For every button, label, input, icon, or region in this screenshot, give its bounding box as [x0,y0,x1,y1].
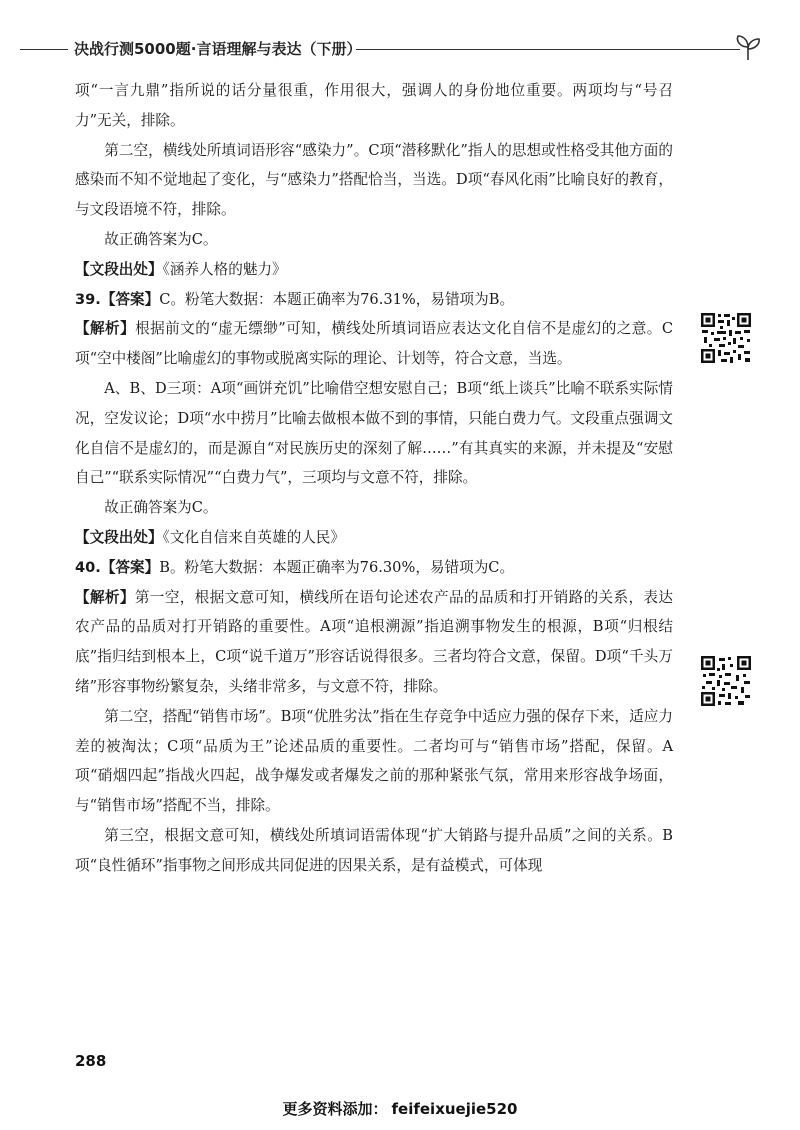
answer-explanations [75,76,673,881]
running-header [0,30,800,66]
leaf-sprout-icon [728,34,768,62]
paragraph-answer-q38: 故正确答案为C。 [104,230,218,248]
paragraph-source-q39: 【文段出处】《文化自信来自英雄的人民》 [75,528,345,546]
book-title: 决战行测5000题·言语理解与表达（下册） [74,40,362,58]
qr-code-icon[interactable] [700,655,752,707]
paragraph-continuation: 项“一言九鼎”指所说的话分量很重，作用很大，强调人的身份地位重要。两项均与“号召力”无关，排除。 [75,82,673,129]
footer-handle: feifeixuejie520 [391,1100,518,1118]
paragraph-blank3-q40: 第三空，根据文意可知，横线处所填词语需体现“扩大销路与提升品质”之间的关系。B项“良性循环”指事物之间形成共同促进的因果关系，是有益模式，可体现 [75,826,673,874]
page-number: 288 [75,1052,107,1070]
paragraph-conclusion-q39: 故正确答案为C。 [104,499,218,517]
paragraph-blank2-q40: 第二空，搭配“销售市场”。B项“优胜劣汰”指在生存竞争中适应力强的保存下来，适应力差的被淘汰；C项“品质为王”论述品质的重要性。二者均可与“销售市场”搭配，保留。A项“硝烟四起”指战火四起，战争爆发或者爆发之前的那种紧张气氛，常用来形容战争场面，与“销售市场”搭配不当，排除。 [75,707,673,815]
paragraph-analysis-q39: 【解析】根据前文的“虚无缥缈”可知，横线处所填词语应表达文化自信不是虚幻的之意。C项“空中楼阁”比喻虚幻的事物或脱离实际的理论、计划等，符合文意，当选。 [75,320,673,368]
qr-code-icon[interactable] [700,312,752,364]
paragraph-answer-q40: 40.【答案】B。粉笔大数据：本题正确率为76.30%，易错项为C。 [75,558,515,576]
paragraph-source-q38: 【文段出处】《涵养人格的魅力》 [75,260,287,278]
paragraph-answer-q39: 39.【答案】C。粉笔大数据：本题正确率为76.31%，易错项为B。 [75,290,515,308]
paragraph-options-q39: A、B、D三项：A项“画饼充饥”比喻借空想安慰自己；B项“纸上谈兵”比喻不联系实际情况，空发议论；D项“水中捞月”比喻去做根本做不到的事情，只能白费力气。文段重点强调文化自信不是虚幻的，而是源自“对民族历史的深刻了解……”有其真实的来源，并未提及“安慰自己”“联系实际情况”“白费力气”，三项均与文意不符，排除。 [75,379,673,487]
footer-promo [0,1098,800,1119]
paragraph-blank2-q38: 第二空，横线处所填词语形容“感染力”。C项“潜移默化”指人的思想或性格受其他方面的感染而不知不觉地起了变化，与“感染力”搭配恰当，当选。D项“春风化雨”比喻良好的教育，与文段语境不符，排除。 [75,141,673,219]
header-rule-left [20,49,68,50]
paragraph-analysis-q40: 【解析】第一空，根据文意可知，横线所在语句论述农产品的品质和打开销路的关系，表达农产品的品质对打开销路的重要性。A项“追根溯源”指追溯事物发生的根源，B项“归根结底”指归结到根本上，C项“说千道万”形容话说得很多。三者均符合文意，保留。D项“千头万绪”形容事物纷繁复杂，头绪非常多，与文意不符，排除。 [75,588,673,695]
footer-prefix: 更多资料添加： [282,1100,388,1118]
header-rule-right [356,49,740,50]
